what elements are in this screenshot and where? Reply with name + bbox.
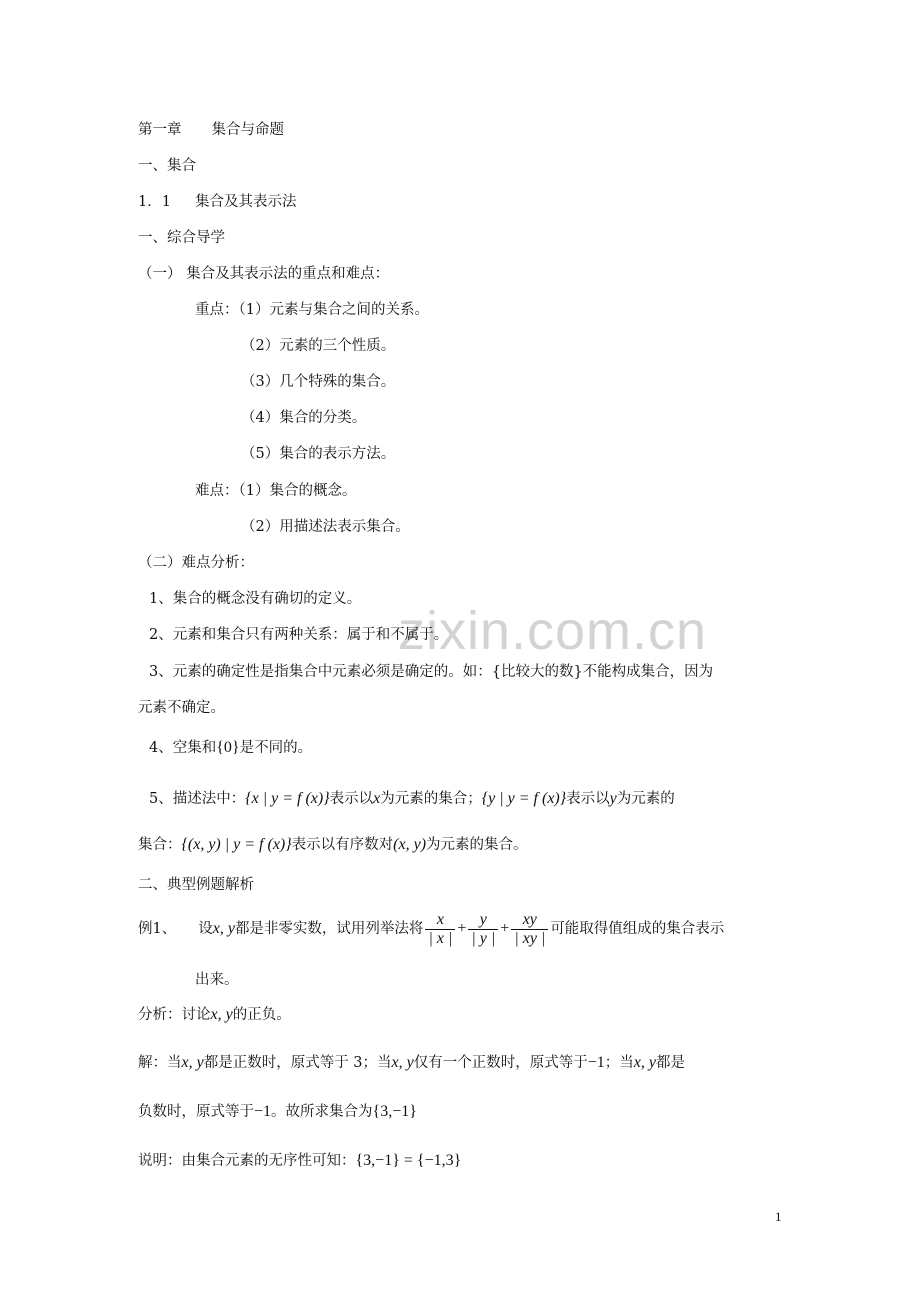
math-expr: {(x, y) | y = f (x)} — [181, 836, 292, 853]
section-heading: 一、集合 — [138, 158, 196, 174]
key-point-item: （4）集合的分类。 — [241, 410, 367, 426]
analysis-point-3-cont: 元素不确定。 — [138, 700, 225, 716]
part1-heading: （一） 集合及其表示法的重点和难点： — [138, 266, 390, 282]
math-var: y — [609, 790, 617, 807]
analysis-point-5: 5、描述法中：{x | y = f (x)}表示以x为元素的集合；{y | y = f (x)}表示以y为元素的 — [149, 790, 675, 807]
chapter-number: 第一章 — [138, 122, 182, 138]
chapter-heading — [138, 120, 284, 140]
example-1-cont: 出来。 — [195, 972, 239, 988]
analysis-point-2: 2、元素和集合只有两种关系：属于和不属于。 — [149, 627, 449, 643]
analysis-point-4: 4、空集和{0}是不同的。 — [149, 739, 313, 756]
math-value: −1 — [254, 1103, 272, 1120]
math-vars: x, y — [391, 1054, 414, 1071]
subsection-heading — [138, 192, 296, 212]
chapter-title: 集合与命题 — [211, 122, 284, 138]
math-expr: {y | y = f (x)} — [481, 790, 567, 807]
analysis-point-1: 1、集合的概念没有确切的定义。 — [149, 591, 362, 607]
key-points-label: 重点： — [195, 302, 239, 318]
key-point-item: （5）集合的表示方法。 — [241, 446, 396, 462]
math-vars: x, y — [633, 1054, 656, 1071]
fraction: $\frac{xy}{| xy |}$ — [511, 911, 548, 948]
hard-points-line-1 — [195, 481, 356, 501]
key-points-line-1 — [195, 300, 429, 320]
analysis-point-5-cont: 集合：{(x, y) | y = f (x)}表示以有序数对(x, y)为元素的集合。 — [138, 836, 528, 853]
math-set: {3,−1} — [372, 1103, 417, 1120]
example-label: 例1、 — [138, 921, 177, 937]
key-point-item: （3）几个特殊的集合。 — [241, 374, 396, 390]
example-1: 例1、 设 x, y 都是非零实数，试用列举法将 $\frac{x}{| x |}$ + $\frac{y}{| y |}$ + $\frac{xy}{| xy |}$ 可能取得值组成的集合表示 — [138, 910, 725, 947]
subsection-title: 集合及其表示法 — [194, 194, 297, 210]
hard-point-item: （1）集合的概念。 — [238, 483, 357, 499]
examples-heading: 二、典型例题解析 — [138, 877, 254, 893]
math-vars: x, y — [212, 920, 235, 937]
guide-heading: 一、综合导学 — [138, 230, 225, 246]
note: 说明：由集合元素的无序性可知：{3,−1} = {−1,3} — [138, 1152, 462, 1169]
page-number: 1 — [775, 1209, 782, 1224]
key-point-item: （2）元素的三个性质。 — [241, 338, 396, 354]
analysis: 分析：讨论x, y的正负。 — [138, 1006, 291, 1023]
part2-heading: （二）难点分析： — [138, 555, 254, 571]
fraction: $\frac{y}{| y |}$ — [468, 911, 498, 948]
hard-points-label: 难点： — [195, 483, 239, 499]
math-equation: {3,−1} = {−1,3} — [355, 1152, 462, 1169]
math-expr: {x | y = f (x)} — [245, 790, 330, 807]
math-expr: (x, y) — [393, 836, 427, 853]
watermark: zixin.com.cn — [398, 601, 708, 661]
solution-line-2: 负数时，原式等于−1。故所求集合为{3,−1} — [138, 1103, 417, 1120]
math-var: x — [373, 790, 381, 807]
solution-line-1: 解：当x, y都是正数时，原式等于 3；当x, y仅有一个正数时，原式等于−1；当x, y都是 — [138, 1054, 685, 1071]
hard-point-item: （2）用描述法表示集合。 — [241, 519, 410, 535]
math-vars: x, y — [210, 1006, 233, 1023]
key-point-item: （1）元素与集合之间的关系。 — [238, 302, 429, 318]
math-value: −1 — [587, 1054, 605, 1071]
subsection-number: 1．1 — [138, 194, 171, 210]
analysis-point-3: 3、元素的确定性是指集合中元素必须是确定的。如：{比较大的数}不能构成集合，因为 — [149, 664, 714, 680]
math-vars: x, y — [181, 1054, 204, 1071]
math-zero-set: {0} — [216, 739, 240, 756]
fraction: $\frac{x}{| x |}$ — [425, 911, 455, 948]
